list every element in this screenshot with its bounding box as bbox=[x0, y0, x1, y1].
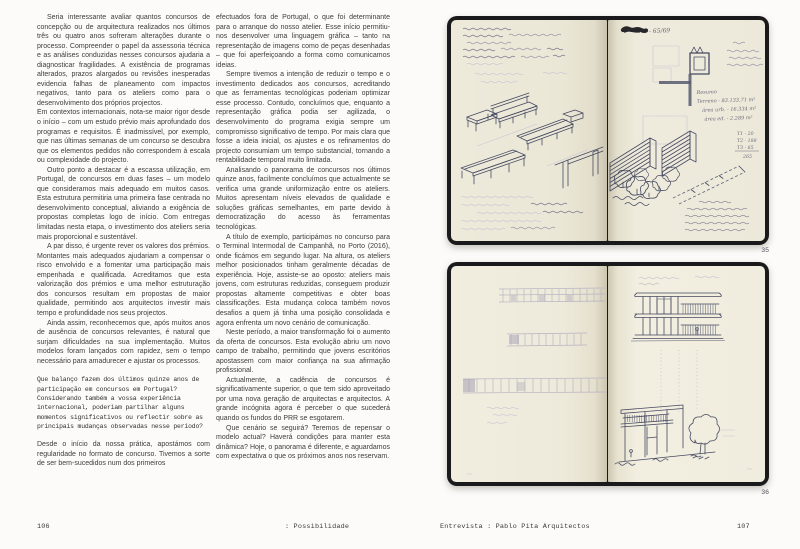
site-strip-sketch bbox=[673, 166, 745, 204]
paragraph: Neste período, a maior transformação foi o aumento da oferta de concursos. Esta evolução abriu um novo campo de trabalho, permitindo que jovens escritórios apostassem com maior confiança na sua afirmação profissional. bbox=[216, 329, 390, 375]
figure-number-top: 35 bbox=[761, 247, 769, 254]
svg-text:Terreno - 83.133,71 m²: Terreno - 83.133,71 m² bbox=[696, 96, 756, 106]
svg-text:T3 - 65: T3 - 65 bbox=[737, 146, 754, 151]
trees-sketch bbox=[613, 167, 680, 205]
handwritten-margin-notes bbox=[727, 42, 763, 66]
paragraph: Desde o início da nossa prática, apostámos com regularidade no formato de concurso. Tivemos a sorte de ser bem-sucedidos num dos primeiros bbox=[37, 441, 210, 468]
paragraph: efectuados fora de Portugal, o que foi determinante para o arranque do nosso atelier. Esse início permitiu-nos desenvolver uma linguagem gráfica – tanto na representação de imagens como de peças desenhadas – que foi aperfeiçoando a forma como comunicamos ideias. bbox=[216, 14, 390, 69]
ratio-note: - 65/69 bbox=[648, 27, 671, 35]
svg-text:área urb. - 16.334 m²: área urb. - 16.334 m² bbox=[702, 105, 757, 114]
paragraph: Ainda assim, reconhecemos que, após muitos anos de ausência de concursos relevantes, é natural que surjam dificuldades na sua implementação. Muitos modelos foram lançados com rapidez, sem o tempo necessário para amadurecer e ajustar os processos. bbox=[37, 319, 210, 365]
paragraph: Analisando o panorama de concursos nos últimos quinze anos, facilmente concluímos que actualmente se verifica uma grande uniformização entre os ateliers. Muitos apresentam níveis elevados de qualidade e soluções gráficas semelhantes, em parte devido à democratização do acesso às ferramentas tecnológicas. bbox=[216, 166, 390, 232]
typology-counts bbox=[735, 131, 759, 160]
paragraph: Que cenário se seguirá? Teremos de repensar o modelo actual? Haverá condições para manter esta dinâmica? Hoje, o panorama é diferente, e aguardamos com expectativa o que os próximos anos nos reservam. bbox=[216, 424, 390, 461]
paragraph: A título de exemplo, participámos no concurso para o Terminal Intermodal de Campanhã, no Porto (2016), onde ficámos em segundo lugar. Na altura, os ateliers melhor posicionados tinham geralmente décadas de experiência. Hoje, assiste-se ao oposto: ateliers mais jovens, com estruturas reduzidas, conseguem produzir propostas altamente competitivas e obter boas classificações. Esta mudança coloca também novos desafios a quem já tinha uma posição consolidada e agora enfrenta um novo cenário de comunicação. bbox=[216, 233, 390, 327]
paragraph: Seria interessante avaliar quantos concursos de concepção ou de arquitectura realizados nos últimos três ou quatro anos sofreram alterações durante o processo. Compreender o papel da assessoria técnica e as análises conduzidas nesses concursos ajudaria a diagnosticar fragilidades. A existência de programas alterados, prazos alargados ou revisões inesperadas evidencia falhas de planeamento com impactos negativos, tanto para os ateliers como para o desenvolvimento dos próprios projectos. bbox=[37, 14, 210, 107]
paragraph: Sempre tivemos a intenção de reduzir o tempo e o investimento dedicados aos concursos, acreditando que as ferramentas tecnológicas poderiam optimizar esse processo. Contudo, concluímos que, enquanto a representação gráfica podia ser agilizada, o desenvolvimento do programa exigia sempre um compromisso significativo de tempo. Por mais clara que fosse a ideia inicial, os ajustes e os refinamentos do projecto consumiam um tempo substancial, tornando a rentabilidade temporal muito limitada. bbox=[216, 71, 390, 165]
dotted-guides bbox=[661, 350, 697, 414]
paragraph: Actualmente, a cadência de concursos é significativamente superior, o que tem sido aproveitado por uma nova geração de arquitectas e arquitectos. A grande incógnita agora é perceber o que sucederá quando os fundos do PRR se esgotarem. bbox=[216, 376, 390, 422]
paragraph: A par disso, é urgente rever os valores dos prémios. Montantes mais adequados ajudariam a compensar o risco envolvido e a fomentar uma participação mais empenhada e qualificada. Acreditamos que esta valorização dos prémios e uma melhor estruturação dos concursos resultam em propostas de maior qualidade, permitindo aos arquitectos investir mais tempo e profundidade nos seus projectos. bbox=[37, 243, 210, 317]
handwritten-notes-lower bbox=[461, 196, 583, 230]
sketchbook-photo-top bbox=[447, 16, 769, 245]
svg-text:T1 - 20: T1 - 20 bbox=[737, 132, 754, 137]
handwritten-notes bbox=[463, 28, 567, 83]
sketchbook-top-drawings bbox=[447, 16, 769, 245]
svg-text:área ed. - 2.289 m²: área ed. - 2.289 m² bbox=[704, 115, 753, 123]
section-title: : Possibilidade bbox=[285, 523, 350, 531]
interview-question: Que balanço fazem dos últimos quinze anos de participação em concursos em Portugal? Considerando também a vossa experiência internacional, poderiam partilhar alguns momentos significativos ou reflectir sobre as principais mudanças observadas nesse período? bbox=[37, 376, 203, 430]
faint-elevation-studies bbox=[463, 288, 607, 474]
handwritten-note-bottom-right bbox=[685, 201, 749, 231]
page-number-right: 107 bbox=[737, 523, 750, 531]
text-column-1 bbox=[37, 13, 210, 469]
elevation-ink-sketch bbox=[631, 276, 725, 341]
svg-text:T2 - 188: T2 - 188 bbox=[737, 139, 757, 144]
svg-text:Resumo: Resumo bbox=[696, 89, 717, 97]
page-number-left: 106 bbox=[37, 523, 50, 531]
paragraph: Outro ponto a destacar é a escassa utilização, em Portugal, de concursos em duas fases – um modelo que consideramos mais adequado em muitos casos. Esta estrutura permitiria uma primeira fase centrada no desenvolvimento conceptual, aliviando a exigência de propostas completas logo de início. Com entregas limitadas nesta etapa, o investimento dos ateliers seria mais proporcional e sustentável. bbox=[37, 166, 210, 241]
plan-sketch bbox=[653, 46, 709, 106]
sketchbook-photo-bottom bbox=[447, 262, 769, 486]
house-perspective-sketch bbox=[615, 405, 735, 465]
bench-sketches bbox=[461, 93, 603, 188]
svg-text:265: 265 bbox=[743, 155, 752, 160]
paragraph: Em contextos internacionais, nota-se maior rigor desde o início – com um estudo prévio mais aprofundado dos programas e requisitos. É inadmissível, por exemplo, que nas últimas semanas de um concurso se descubra que os elementos pedidos não correspondem à escala ou complexidade do projecto. bbox=[37, 109, 210, 165]
area-notes bbox=[695, 88, 756, 123]
text-column-2 bbox=[216, 13, 390, 462]
redacted-scribble bbox=[623, 28, 646, 32]
figure-number-bottom: 36 bbox=[761, 489, 769, 496]
sketchbook-bottom-drawings bbox=[447, 262, 769, 486]
chapter-title: Entrevista : Pablo Pita Arquitectos bbox=[440, 523, 590, 531]
tree-sketch bbox=[689, 415, 720, 445]
